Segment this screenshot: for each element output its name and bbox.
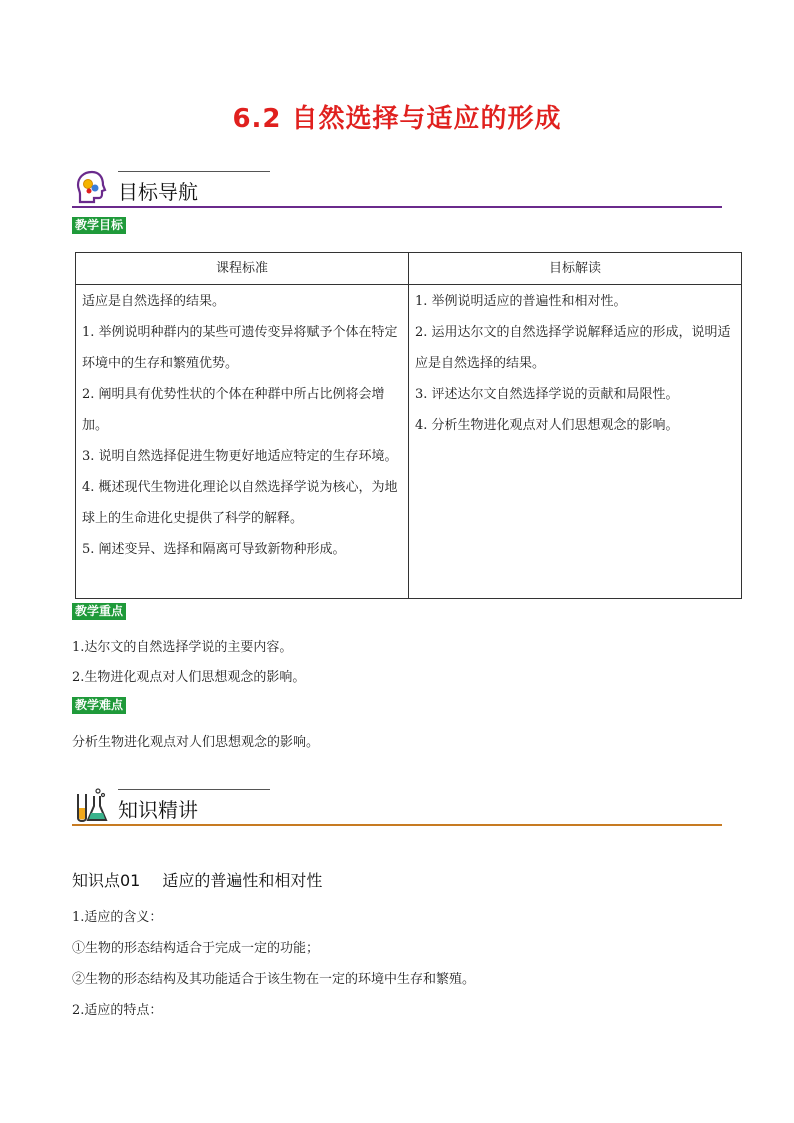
interpretation-cell — [409, 285, 742, 599]
goals-table — [75, 252, 742, 599]
content-line: 2.适应的特点： — [72, 1003, 163, 1018]
teaching-key-tag: 教学重点 — [72, 603, 126, 620]
header-top-rule — [118, 171, 270, 172]
content-line: ①生物的形态结构适合于完成一定的功能； — [72, 941, 320, 956]
standard-cell — [76, 285, 409, 599]
page-title: 6.2 自然选择与适应的形成 — [232, 104, 562, 134]
goals-nav-heading: 目标导航 — [118, 180, 198, 204]
standard-item: 2. 阐明具有优势性状的个体在种群中所占比例将会增加。 — [82, 387, 385, 433]
standard-item: 3. 说明自然选择促进生物更好地适应特定的生存环境。 — [82, 449, 398, 464]
table-header-row — [76, 253, 742, 285]
interpretation-item: 2. 运用达尔文的自然选择学说解释适应的形成，说明适应是自然选择的结果。 — [415, 325, 731, 371]
knowledge-point-number: 知识点01 — [72, 871, 141, 890]
goals-nav-header — [72, 168, 722, 208]
content-line: ②生物的形态结构及其功能适合于该生物在一定的环境中生存和繁殖。 — [72, 972, 476, 987]
interpretation-item: 4. 分析生物进化观点对人们思想观念的影响。 — [415, 418, 679, 433]
teaching-goals-tag: 教学目标 — [72, 217, 126, 234]
key-point-1: 1.达尔文的自然选择学说的主要内容。 — [72, 640, 293, 655]
content-line: 1.适应的含义： — [72, 910, 163, 925]
standard-item: 适应是自然选择的结果。 — [82, 294, 226, 309]
table-header-interpretation: 目标解读 — [409, 253, 742, 285]
interpretation-item: 1. 举例说明适应的普遍性和相对性。 — [415, 294, 627, 309]
key-point-2: 2.生物进化观点对人们思想观念的影响。 — [72, 670, 306, 685]
knowledge-underline — [72, 824, 722, 826]
knowledge-point-title — [72, 868, 322, 891]
teaching-difficulty-tag: 教学难点 — [72, 697, 126, 714]
knowledge-point-name: 适应的普遍性和相对性 — [162, 871, 323, 890]
knowledge-header — [72, 786, 722, 826]
lab-flasks-icon — [72, 786, 112, 826]
table-header-standard: 课程标准 — [76, 253, 409, 285]
standard-item: 5. 阐述变异、选择和隔离可导致新物种形成。 — [82, 542, 346, 557]
difficulty-text: 分析生物进化观点对人们思想观念的影响。 — [72, 735, 320, 750]
head-gears-icon — [72, 168, 112, 208]
interpretation-item: 3. 评述达尔文自然选择学说的贡献和局限性。 — [415, 387, 679, 402]
goals-nav-underline — [72, 206, 722, 208]
header-top-rule — [118, 789, 270, 790]
standard-item: 1. 举例说明种群内的某些可遗传变异将赋予个体在特定环境中的生存和繁殖优势。 — [82, 325, 398, 371]
knowledge-heading: 知识精讲 — [118, 798, 198, 822]
table-row — [76, 285, 742, 599]
standard-item: 4. 概述现代生物进化理论以自然选择学说为核心，为地球上的生命进化史提供了科学的解释。 — [82, 480, 398, 526]
